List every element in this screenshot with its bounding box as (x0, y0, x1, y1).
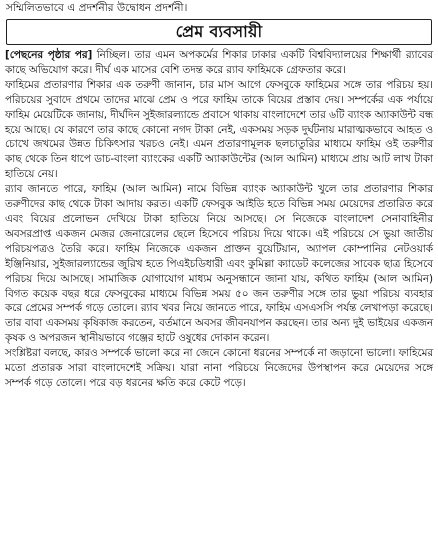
paragraph-text: নিচ্ছিল। তার এমন অপকর্মের শিকার ঢাকার একটি বিশ্ববিদ্যালয়ের শিক্ষার্থী র‌্যাবের কাছে অভিযোগ করে। দীর্ঘ এক মাসের বেশি তদন্ত করে র‌্যাব ফাহিমকে গ্রেফতার করে। (5, 49, 433, 76)
continued-from-label: [পেছনের পৃষ্ঠার পর] (5, 49, 93, 61)
article-paragraph: সংশ্লিষ্টরা বলছে, কারও সম্পর্কে ভালো করে না জেনে কোনো ধরনের সম্পর্কে না জড়ানো ভালো। ফাহিমের মতো প্রতারক সারা বাংলাদেশেই সক্রিয়। যারা নানা পরিচয়ে নিজেদের উপস্থাপন করে মেয়েদের সঙ্গে সম্পর্ক গড়ে তোলে। পরে বড় ধরনের ক্ষতি করে কেটে পড়ে। (5, 347, 433, 389)
article-paragraph (5, 48, 433, 78)
previous-article-tail: সম্মিলিতভাবে এ প্রদর্শনীর উদ্বোধন প্রদর্শনী। (6, 2, 188, 14)
article-paragraph: ফাহিমের প্রতারণার শিকার এক তরুণী জানান, চার মাস আগে ফেসবুকে ফাহিমের সঙ্গে তার পরিচয় হয়। পরিচয়ের সুবাদে প্রথমে তাদের মাঝে প্রেম ও পরে ফাহিম তাকে বিয়ের প্রস্তাব দেয়। সম্পর্কের এক পর্যায়ে ফাহিম মেয়েটিকে জানায়, দীর্ঘদিন সুইজারল্যান্ডে প্রবাসে থাকায় বাংলাদেশে তার ৬টি ব্যাংক অ্যাকাউন্ট বন্ধ হয়ে আছে। যে কারণে তার কাছে কোনো নগদ টাকা নেই, একসময় সড়ক দুর্ঘটনায় মারাত্মকভাবে আহত ও চোখে জখমের উন্নত চিকিৎসার খরচও নেই। এমন প্রতারণামূলক ছলচাতুরির মাধ্যমে ফাহিম ওই তরুণীর কাছ থেকে তিন ধাপে ডাচ-বাংলা ব্যাংকের একটি অ্যাকাউন্টের (আল আমিন) মাধ্যমে প্রায় আট লাখ টাকা হাতিয়ে নেয়। (5, 78, 433, 181)
headline: প্রেম ব্যবসায়ী (175, 21, 263, 41)
article-body (4, 48, 434, 391)
headline-box (6, 19, 432, 45)
article-paragraph: র‌্যাব জানতে পারে, ফাহিম (আল আমিন) নামে বিভিন্ন ব্যাংক অ্যাকাউন্ট খুলে তার প্রতারণার শিকার তরুণীদের কাছ থেকে টাকা আদায় করত। একটি ফেসবুক আইডি হতে বিভিন্ন সময় মেয়েদের প্রতারিত করে এবং বিয়ের প্রলোভন দেখিয়ে টাকা হাতিয়ে নিয়ে আসছে। সে নিজেকে বাংলাদেশ সেনাবাহিনীর অবসরপ্রাপ্ত একজন মেজর জেনারেলের ছেলে হিসেবে পরিচয় দিয়ে থাকে। এই পরিচয়ে সে ভুয়া জাতীয় পরিচয়পত্রও তৈরি করে। ফাহিম নিজেকে একজন প্রাক্তন বুয়েটিয়ান, অ্যাপল কোম্পানির নেটওয়ার্ক ইঞ্জিনিয়ার, সুইজারল্যান্ডের জুরিখ হতে পিএইচডিধারী এবং কুমিল্লা ক্যাডেট কলেজের সাবেক ছাত্র হিসেবে পরিচয় দিয়ে আসছে। সামাজিক যোগাযোগ মাধ্যম অনুসন্ধানে জানা যায়, কথিত ফাহিম (আল আমিন) বিগত কয়েক বছর ধরে ফেসবুকের মাধ্যমে বিভিন্ন সময় ৫০ জন তরুণীর সঙ্গে তার ভুয়া পরিচয় ব্যবহার করে প্রেমের সম্পর্ক গড়ে তোলে। র‌্যাব খবর নিয়ে জানতে পারে, ফাহিম এসএসসি পর্যন্ত লেখাপড়া করেছে। তার বাবা একসময় কৃষিকাজ করতেন, বর্তমানে অবসর জীবনযাপন করছেন। তার অন্য দুই ভাইয়ের একজন কৃষক ও অপরজন স্থানীয়ভাবে গঞ্জের হাটে ওষুধের দোকান করেন। (5, 183, 433, 345)
